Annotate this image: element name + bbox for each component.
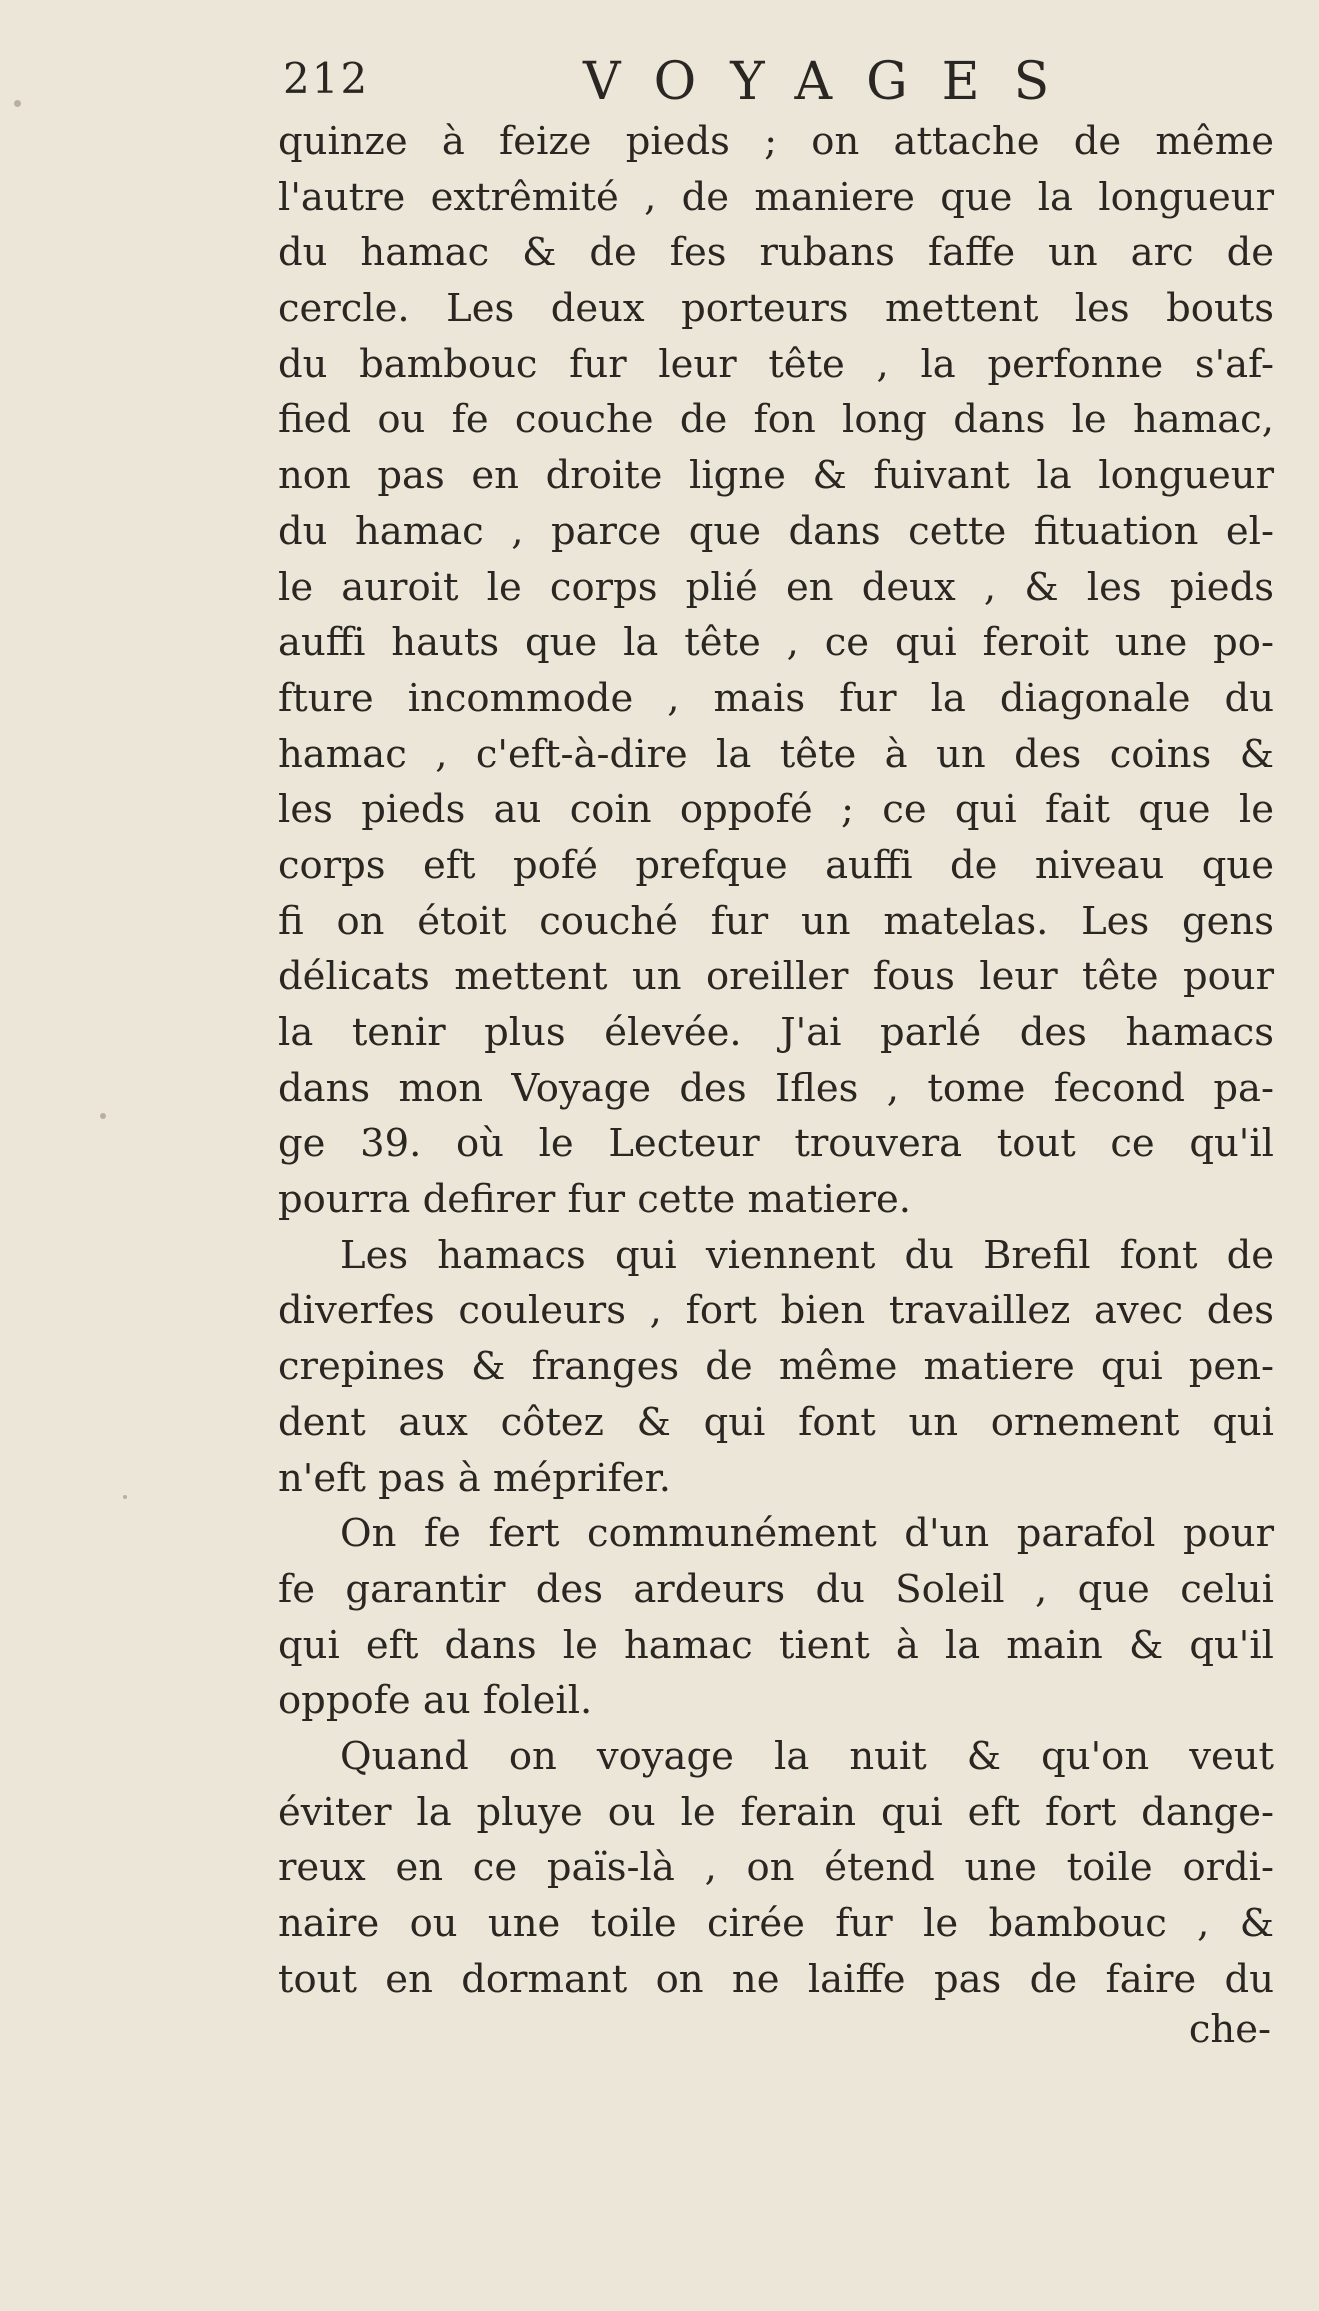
catchword: che-: [1188, 2007, 1271, 2052]
text-line: fture incommode , mais fur la diagonale du: [278, 675, 1274, 721]
paper-speck: [123, 1495, 127, 1499]
page-number: 212: [283, 54, 370, 103]
text-line: n'eft pas à méprifer.: [278, 1455, 672, 1501]
text-line: reux en ce païs-là , on étend une toile ordi-: [278, 1845, 1274, 1891]
text-line: oppofe au foleil.: [278, 1678, 593, 1724]
text-line: les pieds au coin oppofé ; ce qui fait que le: [278, 787, 1274, 833]
text-line: ge 39. où le Lecteur trouvera tout ce qu'il: [278, 1121, 1274, 1167]
text-line: On fe fert communément d'un parafol pour: [340, 1511, 1274, 1557]
text-line: qui eft dans le hamac tient à la main & qu'il: [278, 1622, 1274, 1668]
page-header: [283, 52, 1273, 116]
text-line: Quand on voyage la nuit & qu'on veut: [340, 1733, 1274, 1779]
text-line: crepines & franges de même matiere qui pen-: [278, 1344, 1274, 1390]
text-line: fied ou fe couche de fon long dans le hamac,: [278, 397, 1274, 443]
text-line: fi on étoit couché fur un matelas. Les gens: [278, 898, 1274, 944]
text-line: du hamac & de fes rubans faffe un arc de: [278, 230, 1274, 276]
text-line: pourra defirer fur cette matiere.: [278, 1177, 912, 1223]
running-head: VOYAGES: [583, 52, 1084, 112]
text-line: la tenir plus élevée. J'ai parlé des hamacs: [278, 1010, 1274, 1055]
text-line: non pas en droite ligne & fuivant la longueur: [278, 453, 1274, 499]
text-line: du bambouc fur leur tête , la perfonne s'af-: [278, 341, 1274, 387]
text-line: dans mon Voyage des Ifles , tome fecond pa-: [278, 1065, 1274, 1111]
text-line: naire ou une toile cirée fur le bambouc , &: [278, 1901, 1274, 1946]
text-line: fe garantir des ardeurs du Soleil , que celui: [278, 1566, 1274, 1612]
text-line: auffi hauts que la tête , ce qui feroit une po-: [278, 620, 1274, 666]
text-line: hamac , c'eft-à-dire la tête à un des coins &: [278, 731, 1274, 777]
text-line: du hamac , parce que dans cette fituation el-: [278, 508, 1274, 554]
text-line: Les hamacs qui viennent du Brefil font de: [340, 1232, 1274, 1278]
text-line: dent aux côtez & qui font un ornement qui: [278, 1399, 1274, 1445]
text-line: corps eft pofé prefque auffi de niveau que: [278, 842, 1274, 888]
text-line: le auroit le corps plié en deux , & les pieds: [278, 564, 1274, 610]
text-line: quinze à feize pieds ; on attache de même: [278, 119, 1274, 164]
text-line: éviter la pluye ou le ferain qui eft fort dange-: [278, 1789, 1274, 1835]
paper-speck: [100, 1113, 106, 1119]
text-line: délicats mettent un oreiller fous leur tête pour: [278, 954, 1274, 1000]
text-line: diverfes couleurs , fort bien travaillez avec des: [278, 1288, 1274, 1334]
paper-speck: [14, 100, 21, 107]
text-line: tout en dormant on ne laiffe pas de faire du: [278, 1956, 1274, 2002]
text-line: cercle. Les deux porteurs mettent les bouts: [278, 286, 1274, 332]
body-text: [278, 114, 1274, 2007]
text-line: l'autre extrêmité , de maniere que la longueur: [278, 174, 1274, 220]
